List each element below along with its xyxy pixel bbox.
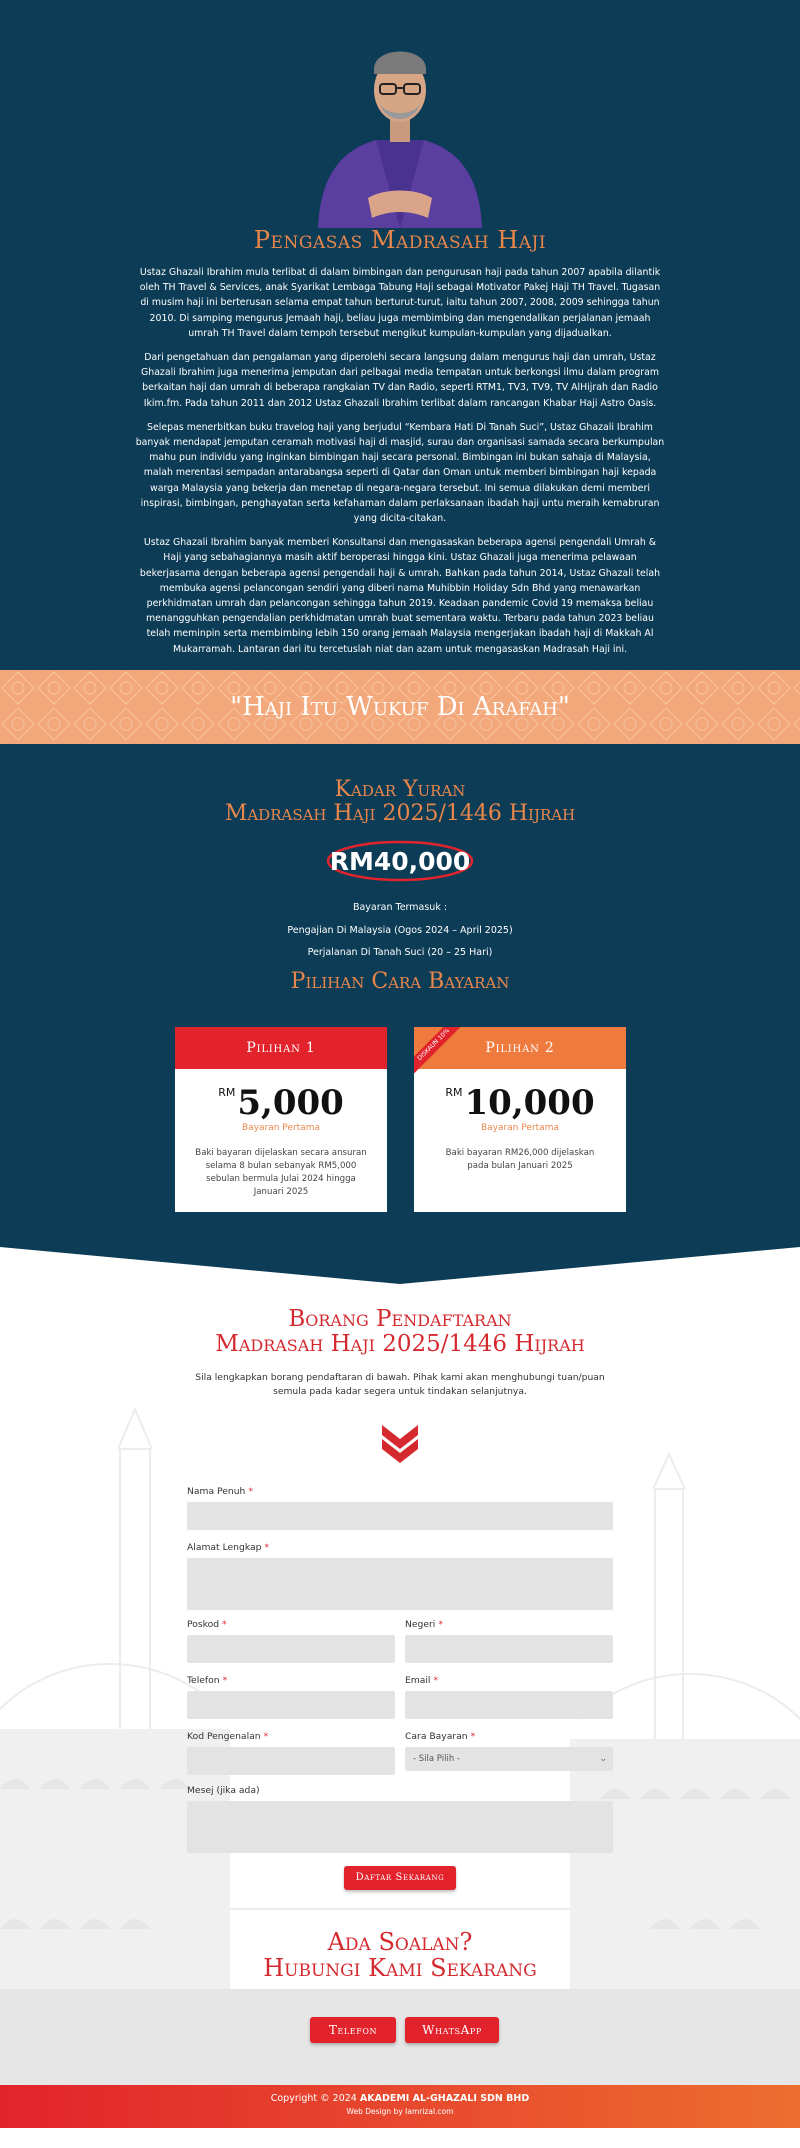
state-input[interactable] xyxy=(405,1635,613,1663)
option-amount xyxy=(414,1083,626,1123)
founder-bio xyxy=(135,265,665,666)
option-amount xyxy=(175,1083,387,1123)
founder-section xyxy=(0,0,800,670)
whatsapp-button[interactable]: WhatsApp xyxy=(405,2017,499,2043)
chevron-divider-shape xyxy=(0,1229,800,1289)
payment-method-label: Cara Bayaran * xyxy=(405,1731,476,1742)
registration-title-line1: Borang Pendaftaran xyxy=(288,1306,512,1332)
email-label: Email * xyxy=(405,1675,439,1686)
design-credit: Web Design by Iamrizal.com xyxy=(346,2107,454,2116)
chevron-down-icon: ⌄ xyxy=(599,1754,607,1764)
option-title: Pilihan 2 xyxy=(414,1027,626,1069)
copyright-text: Copyright © 2024 AKADEMI AL-GHAZALI SDN BHD xyxy=(270,2093,530,2104)
currency-label: RM xyxy=(445,1086,463,1099)
company-name: AKADEMI AL-GHAZALI SDN BHD xyxy=(359,2093,530,2104)
includes-item: Perjalanan Di Tanah Suci (20 – 25 Hari) xyxy=(307,947,493,958)
option-description: Baki bayaran dijelaskan secara ansuran selama 8 bulan sebanyak RM5,000 sebulan bermula Julai 2024 hingga Januari 2025 xyxy=(195,1148,367,1197)
select-placeholder: - Sila Pilih - xyxy=(413,1754,460,1764)
bio-paragraph: Ustaz Ghazali Ibrahim mula terlibat di dalam bimbingan dan pengurusan haji pada tahun 2007 apabila dilantik oleh TH Travel & Services, anak Syarikat Lembaga Tabung Haji sebagai Motivator Pakej Haji TH Travel. Tugasan di musim haji ini berterusan selama empat tahun berturut-turut, iaitu tahun 2007, 2008, 2009 sehingga tahun 2010. Di samping mengurus Jemaah haji, beliau juga membimbing dan mengendalikan perjalanan jemaah umrah TH Travel dalam tempoh tersebut mengikut kumpulan-kumpulan yang dijadualkan. xyxy=(139,267,661,339)
quote-band xyxy=(0,670,800,744)
discount-ribbon: DISKAUN 10% xyxy=(414,1027,468,1079)
founder-portrait xyxy=(310,28,490,228)
registration-intro: Sila lengkapkan borang pendaftaran di bawah. Pihak kami akan menghubungi tuan/puan semula pada kadar segera untuk tindakan selanjutnya. xyxy=(195,1372,605,1397)
email-input[interactable] xyxy=(405,1691,613,1719)
bio-paragraph: Dari pengetahuan dan pengalaman yang diperolehi secara langsung dalam mengurus haji dan umrah, Ustaz Ghazali Ibrahim juga menerima jemputan dari pelbagai media tempatan untuk berkongsi ilmu dalam program berkaitan haji dan umrah di beberapa rangkaian TV dan Radio, seperti RTM1, TV3, TV9, TV AlHijrah dan Radio Ikim.fm. Pada tahun 2011 dan 2012 Ustaz Ghazali Ibrahim terlibat dalam rancangan Khabar Haji Astro Oasis. xyxy=(140,352,659,409)
payment-options-title: Pilihan Cara Bayaran xyxy=(290,969,510,994)
name-input[interactable] xyxy=(187,1502,613,1530)
message-textarea[interactable] xyxy=(187,1801,613,1853)
section-divider xyxy=(0,1229,800,1289)
price-value: RM40,000 xyxy=(329,847,471,876)
contact-title-line1: Ada Soalan? xyxy=(327,1928,473,1956)
amount-value: 5,000 xyxy=(237,1083,344,1123)
phone-button[interactable]: Telefon xyxy=(310,2017,396,2043)
postcode-label: Poskod * xyxy=(187,1619,227,1630)
founder-heading: Pengasas Madrasah Haji xyxy=(253,226,547,254)
quote-text: "Haji Itu Wukuf Di Arafah" xyxy=(230,692,570,722)
price-badge xyxy=(325,839,475,883)
contact-title xyxy=(0,1929,800,1981)
postcode-input[interactable] xyxy=(187,1635,395,1663)
currency-label: RM xyxy=(218,1086,236,1099)
footer xyxy=(0,2085,800,2128)
submit-button[interactable]: Daftar Sekarang xyxy=(344,1866,456,1890)
option-title: Pilihan 1 xyxy=(175,1027,387,1069)
ic-input[interactable] xyxy=(187,1747,395,1775)
address-label: Alamat Lengkap * xyxy=(187,1542,270,1553)
includes-item: Pengajian Di Malaysia (Ogos 2024 – April 2025) xyxy=(287,925,513,936)
option-subtitle: Bayaran Pertama xyxy=(242,1123,320,1133)
payment-option-card xyxy=(175,1027,387,1212)
fees-section xyxy=(0,744,800,1229)
amount-value: 10,000 xyxy=(464,1083,595,1123)
registration-title xyxy=(0,1307,800,1357)
option-description: Baki bayaran RM26,000 dijelaskan pada bulan Januari 2025 xyxy=(445,1148,595,1171)
option-subtitle: Bayaran Pertama xyxy=(481,1123,559,1133)
payment-option-card xyxy=(414,1027,626,1212)
state-label: Negeri * xyxy=(405,1619,443,1630)
address-textarea[interactable] xyxy=(187,1558,613,1610)
fees-title-line1: Kadar Yuran xyxy=(334,777,466,802)
fees-title-line2: Madrasah Haji 2025/1446 Hijrah xyxy=(224,801,576,826)
contact-title-line2: Hubungi Kami Sekarang xyxy=(263,1954,537,1982)
ic-label: Kod Pengenalan * xyxy=(187,1731,269,1742)
includes-label: Bayaran Termasuk : xyxy=(352,902,448,913)
message-label: Mesej (jika ada) xyxy=(187,1785,260,1796)
phone-input[interactable] xyxy=(187,1691,395,1719)
name-label: Nama Penuh * xyxy=(187,1486,253,1497)
registration-title-line2: Madrasah Haji 2025/1446 Hijrah xyxy=(215,1331,585,1357)
payment-method-select[interactable] xyxy=(405,1747,613,1771)
bio-paragraph: Ustaz Ghazali Ibrahim banyak memberi Konsultansi dan mengasaskan beberapa agensi pengendali Umrah & Haji yang sebahagiannya masih aktif beroperasi hingga kini. Ustaz Ghazali juga menerima pelawaan bekerjasama dengan beberapa agensi pengendali haji & umrah. Bahkan pada tahun 2014, Ustaz Ghazali telah membuka agensi pelancongan sendiri yang diberi nama Muhibbin Holiday Sdn Bhd yang menawarkan perkhidmatan umrah dan pelancongan sehingga tahun 2019. Keadaan pandemic Covid 19 memaksa beliau menangguhkan pengendalian perkhidmatan umrah buat sementara waktu. Terbaru pada tahun 2023 beliau telah meminpin serta membimbing lebih 150 orang jemaah Malaysia mengerjakan ibadah haji di Makkah Al Mukarramah. Lantaran dari itu tercetuslah niat dan azam untuk mengasaskan Madrasah Haji ini. xyxy=(139,537,661,655)
bio-paragraph: Selepas menerbitkan buku travelog haji yang berjudul “Kembara Hati Di Tanah Suci”, Ustaz Ghazali Ibrahim banyak mendapat jemputan ceramah motivasi haji di masjid, surau dan organisasi samada secara berkumpulan mahu pun individu yang inginkan bimbingan haji secara personal. Bimbingan ini bukan sahaja di Malaysia, malah merentasi sempadan antarabangsa seperti di Qatar dan Oman untuk memberi bimbingan haji kepada warga Malaysia yang bekerja dan menetap di negara-negara tersebut. Ini semua dilakukan demi memberi inspirasi, bimbingan, penghayatan serta kefahaman dalam perlaksanaan ibadah haji untu meraih kemabruran yang dicita-citakan. xyxy=(135,421,665,525)
phone-label: Telefon * xyxy=(187,1675,228,1686)
fees-title xyxy=(0,778,800,826)
registration-section xyxy=(0,1289,800,2085)
double-chevron-down-icon xyxy=(379,1421,421,1463)
